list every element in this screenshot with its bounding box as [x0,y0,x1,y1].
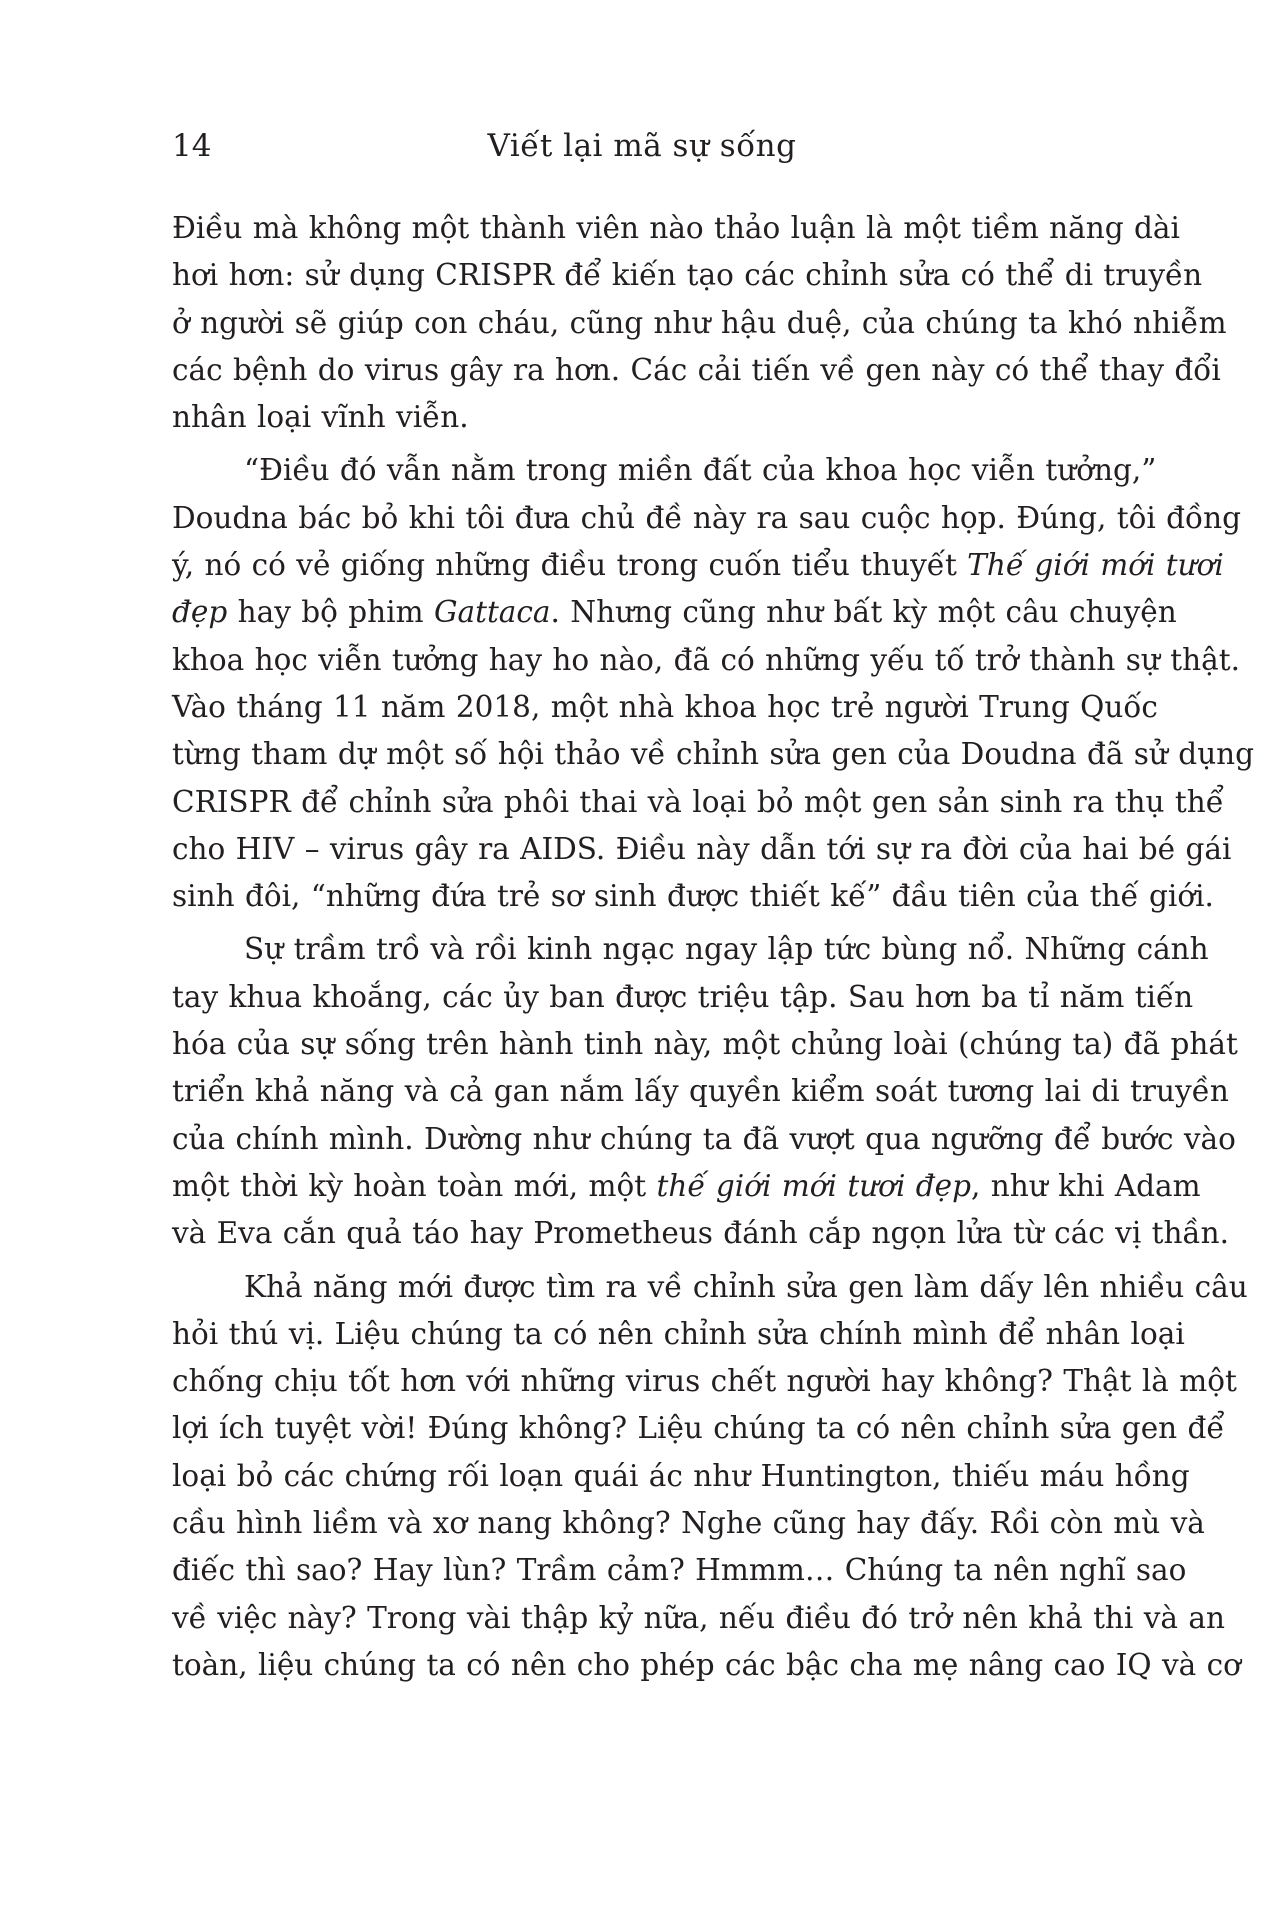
body-text [172,205,1255,1689]
text-line: toàn, liệu chúng ta có nên cho phép các bậc cha mẹ nâng cao IQ và cơ [172,1647,1241,1682]
text-line: của chính mình. Dường như chúng ta đã vượt qua ngưỡng để bước vào [172,1121,1236,1156]
text-line: điếc thì sao? Hay lùn? Trầm cảm? Hmmm… Chúng ta nên nghĩ sao [172,1553,1187,1588]
page-number: 14 [172,128,212,164]
text-segment: . Nhưng cũng như bất kỳ một câu chuyện [550,595,1177,630]
text-line: khoa học viễn tưởng hay ho nào, đã có những yếu tố trở thành sự thật. [172,642,1240,677]
text-line: nhân loại vĩnh viễn. [172,400,469,435]
film-title: Gattaca [433,595,551,630]
text-line [172,589,1177,636]
text-segment: hay bộ phim [227,595,434,630]
text-line: Sự trầm trồ và rồi kinh ngạc ngay lập tức bùng nổ. Những cánh [244,932,1209,967]
paragraph-3 [172,926,1238,1257]
text-line: hóa của sự sống trên hành tinh này, một chủng loài (chúng ta) đã phát [172,1027,1238,1062]
text-segment: , như khi Adam [971,1168,1201,1203]
paragraph-4 [172,1264,1248,1690]
text-segment: ý, nó có vẻ giống những điều trong cuốn tiểu thuyết [172,548,968,583]
text-line: “Điều đó vẫn nằm trong miền đất của khoa học viễn tưởng,” [244,453,1157,488]
text-line: CRISPR để chỉnh sửa phôi thai và loại bỏ một gen sản sinh ra thụ thể [172,784,1224,819]
text-line [172,542,1224,589]
text-line: từng tham dự một số hội thảo về chỉnh sửa gen của Doudna đã sử dụng [172,737,1255,772]
text-line: cầu hình liềm và xơ nang không? Nghe cũng hay đấy. Rồi còn mù và [172,1506,1205,1541]
text-line: triển khả năng và cả gan nắm lấy quyền kiểm soát tương lai di truyền [172,1074,1229,1109]
text-line: cho HIV – virus gây ra AIDS. Điều này dẫn tới sự ra đời của hai bé gái [172,831,1232,866]
text-line: các bệnh do virus gây ra hơn. Các cải tiến về gen này có thể thay đổi [172,352,1221,387]
text-line: sinh đôi, “những đứa trẻ sơ sinh được thiết kế” đầu tiên của thế giới. [172,879,1214,914]
text-line: lợi ích tuyệt vời! Đúng không? Liệu chúng ta có nên chỉnh sửa gen để [172,1411,1225,1446]
text-line: Khả năng mới được tìm ra về chỉnh sửa gen làm dấy lên nhiều câu [244,1269,1248,1304]
text-segment: một thời kỳ hoàn toàn mới, một [172,1168,657,1203]
text-line: tay khua khoắng, các ủy ban được triệu tập. Sau hơn ba tỉ năm tiến [172,979,1194,1014]
text-line: Vào tháng 11 năm 2018, một nhà khoa học trẻ người Trung Quốc [172,689,1158,724]
book-title-continued: đẹp [172,595,228,630]
paragraph-2 [172,447,1255,920]
text-line: về việc này? Trong vài thập kỷ nữa, nếu điều đó trở nên khả thi và an [172,1600,1225,1635]
text-line: loại bỏ các chứng rối loạn quái ác như Huntington, thiếu máu hồng [172,1458,1190,1493]
text-line: hỏi thú vị. Liệu chúng ta có nên chỉnh sửa chính mình để nhân loại [172,1316,1185,1351]
text-line: và Eva cắn quả táo hay Prometheus đánh cắp ngọn lửa từ các vị thần. [172,1216,1229,1251]
page-header [172,125,1112,167]
text-line: ở người sẽ giúp con cháu, cũng như hậu duệ, của chúng ta khó nhiễm [172,305,1227,340]
text-line [172,1163,1201,1210]
text-line: Doudna bác bỏ khi tôi đưa chủ đề này ra sau cuộc họp. Đúng, tôi đồng [172,500,1241,535]
italic-phrase: thế giới mới tươi đẹp [656,1168,971,1203]
book-title: Thế giới mới tươi [967,548,1224,583]
text-line: hơi hơn: sử dụng CRISPR để kiến tạo các chỉnh sửa có thể di truyền [172,258,1203,293]
paragraph-1 [172,205,1227,441]
text-line: Điều mà không một thành viên nào thảo luận là một tiềm năng dài [172,211,1180,245]
text-line: chống chịu tốt hơn với những virus chết người hay không? Thật là một [172,1364,1237,1399]
running-title: Viết lại mã sự sống [487,128,797,164]
